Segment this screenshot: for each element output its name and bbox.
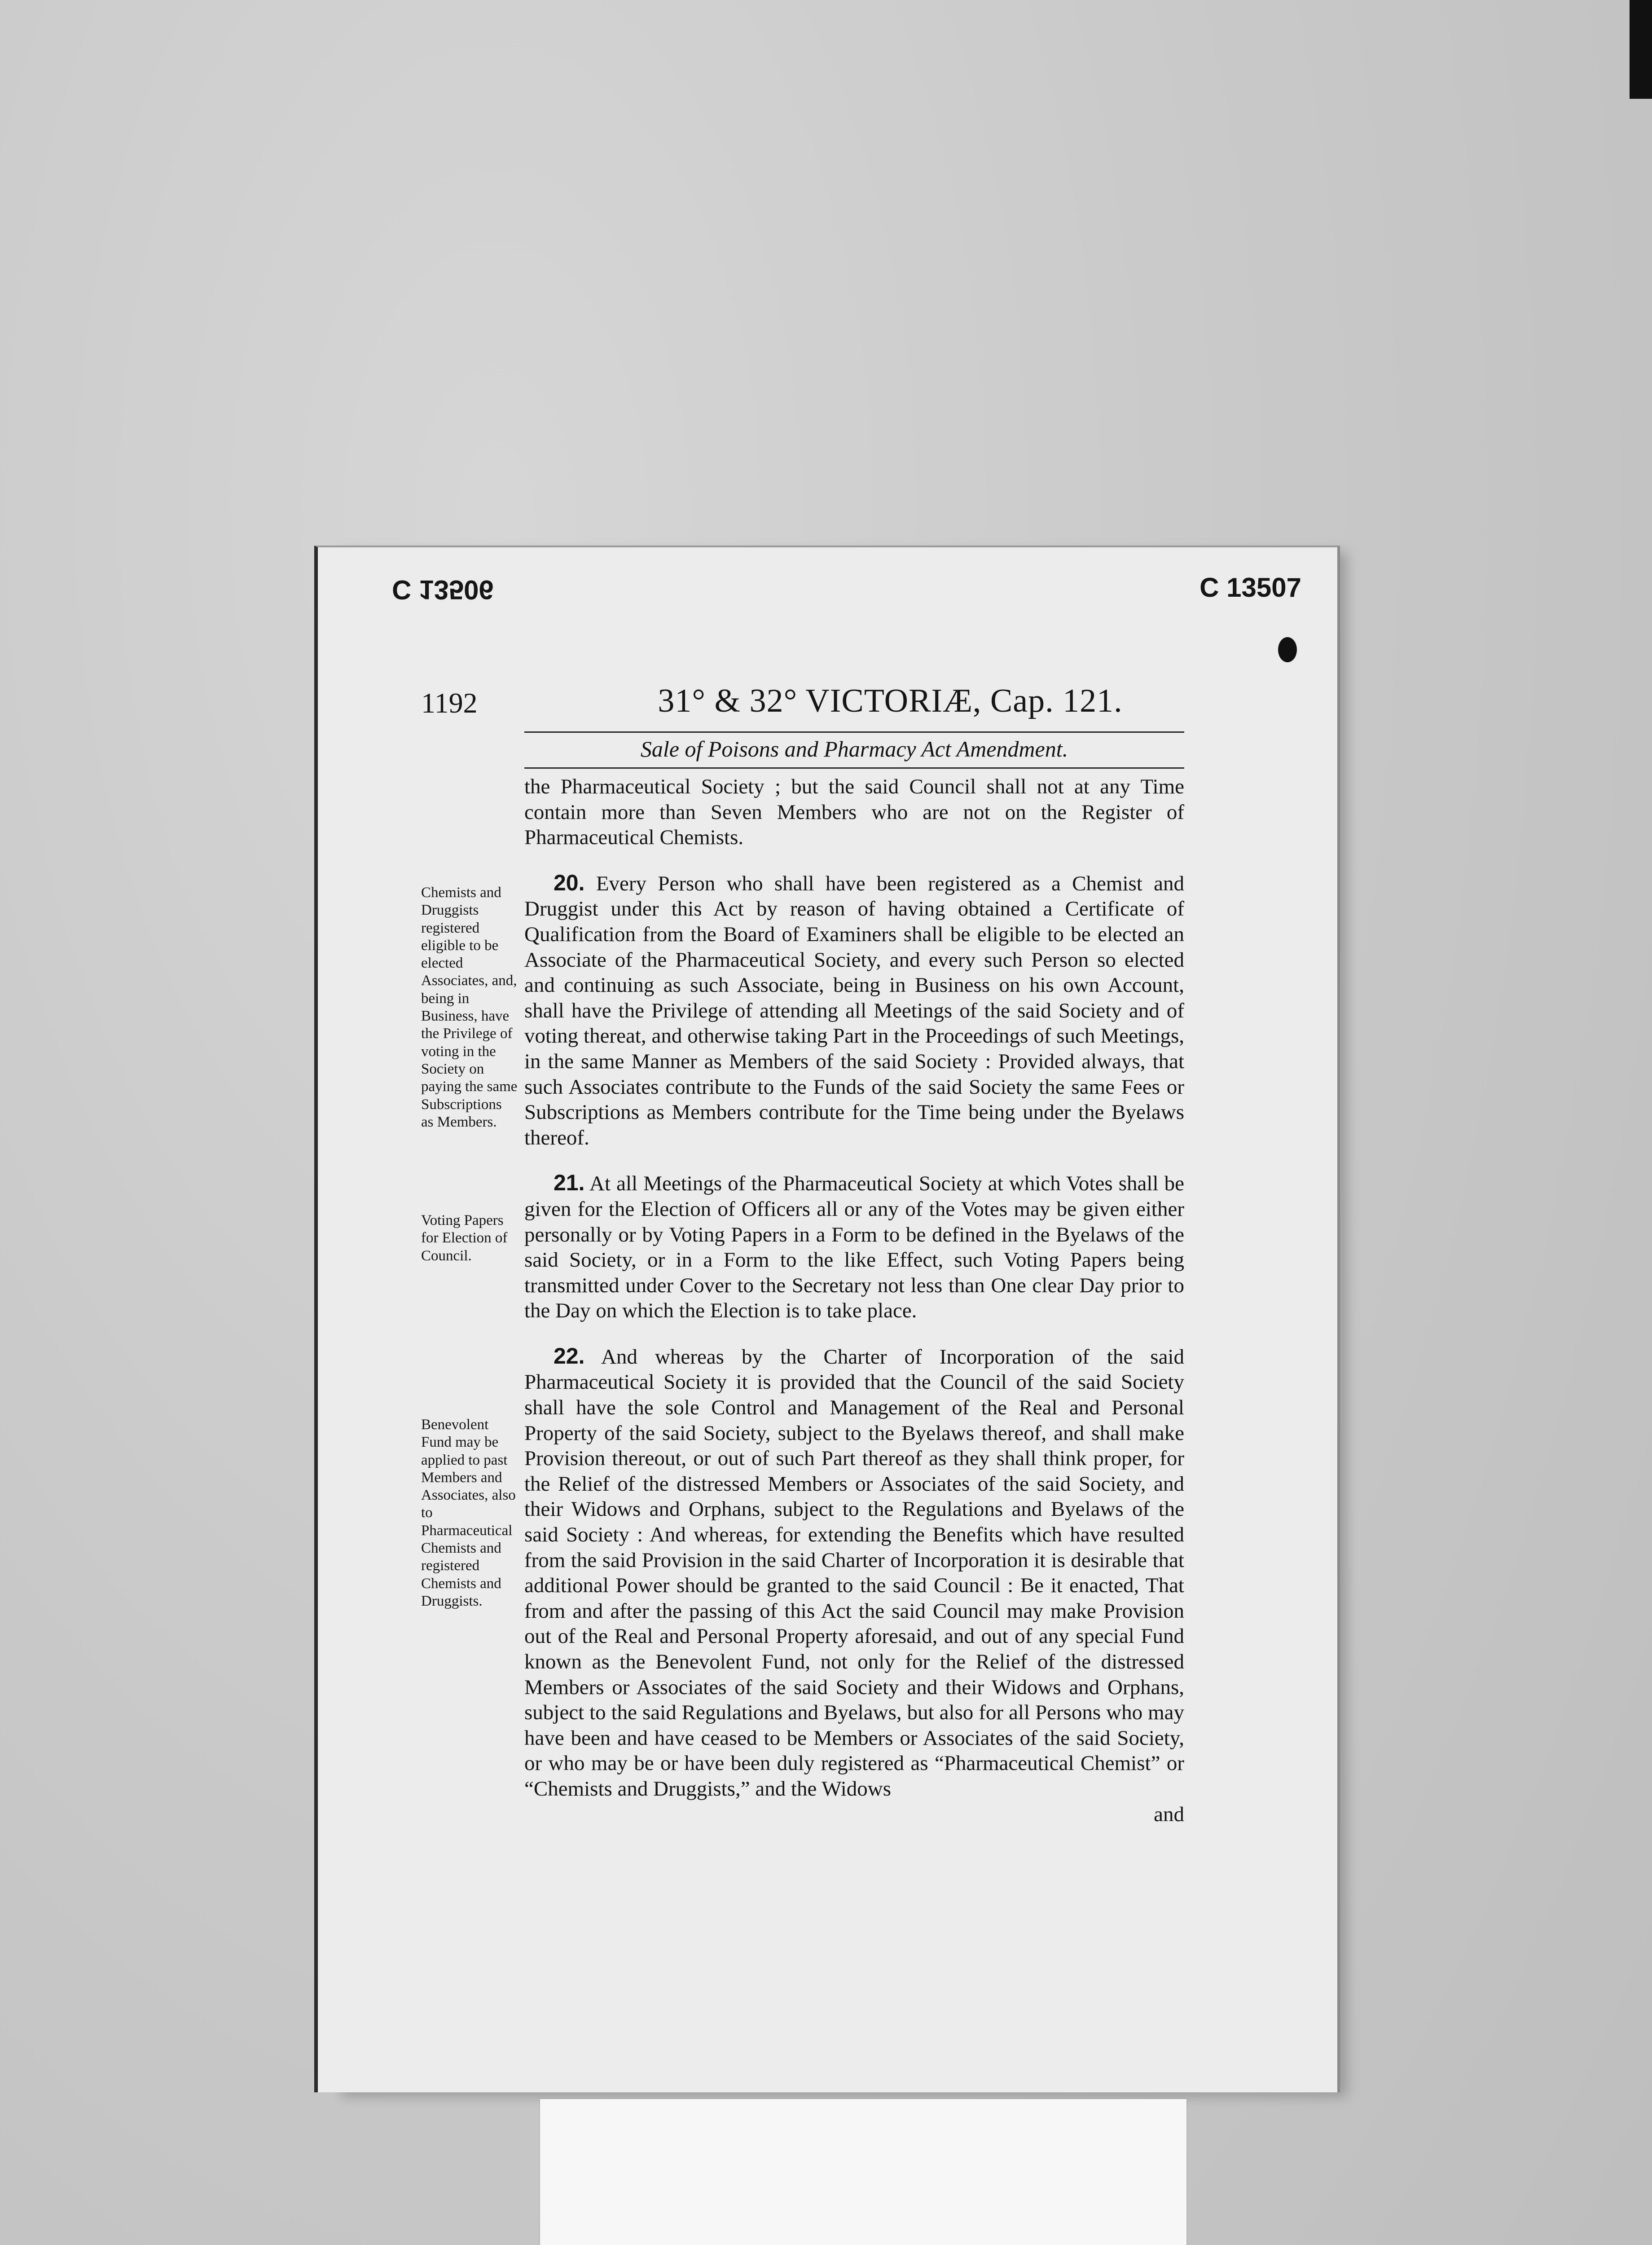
page-number: 1192 (421, 687, 478, 719)
punch-hole (1278, 637, 1297, 662)
margin-note: Chemists and Druggists registered eligible to be elected Associates, and, being in Business, have the Privilege of voting in the Society on paying the same Subscriptions as Members. (421, 885, 518, 1130)
section-text: Every Person who shall have been registered as a Chemist and Druggist under this Act by reason of having obtained a Certificate of Qualification from the Board of Examiners shall be eligible to be elected an Associate of the Pharmaceutical Society, and every such Person so elected and continuing as such Associate, being in Business on his own Account, shall have the Privilege of attending all Meetings of the said Society and of voting thereat, and otherwise taking Part in the Proceedings of such Meetings, in the same Manner as Members of the said Society : Provided always, that such Associates contribute to the Funds of the said Society the same Fees or Subscriptions as Members contribute for the Time being under the Byelaws thereof. (524, 872, 1185, 1149)
section-number: 21. (554, 1170, 585, 1196)
running-title: 31° & 32° VICTORIÆ, Cap. 121. (658, 682, 1123, 719)
section-text: At all Meetings of the Pharmaceutical Society at which Votes shall be given for the Election of Officers all or any of the Votes may be given either personally or by Voting Papers in a Form to be defined in the Byelaws of the said Society, or in a Form to the like Effect, such Voting Papers being transmitted under Cover to the Secretary not less than One clear Day prior to the Day on which the Election is to take place. (524, 1172, 1184, 1323)
body-text (524, 774, 1184, 1827)
section-number: 20. (554, 870, 585, 895)
document-page (314, 546, 1340, 2092)
continuation-paragraph: the Pharmaceutical Society ; but the said Council shall not at any Time contain more than Seven Members who are not on the Register of Pharmaceutical Chemists. (524, 775, 1184, 850)
title-rule-bottom (524, 767, 1184, 769)
archive-label-card (540, 2099, 1186, 2245)
catchword: and (1154, 1802, 1184, 1826)
mirrored-reference-number: C 13506 (392, 575, 494, 605)
running-subtitle: Sale of Poisons and Pharmacy Act Amendment. (640, 736, 1068, 762)
margin-note: Benevolent Fund may be applied to past Members and Associates, also to Pharmaceutical Chemists and registered Chemists and Druggists. (421, 1417, 516, 1609)
section-20 (524, 870, 1184, 1151)
title-rule-top (524, 731, 1184, 733)
reference-number: C 13507 (1199, 572, 1301, 603)
section-number: 22. (554, 1343, 585, 1369)
section-text: And whereas by the Charter of Incorporation of the said Pharmaceutical Society it is provided that the Council of the said Society shall have the sole Control and Management of the Real and Personal Property of the said Society, subject to the Byelaws thereof, and shall make Provision thereout, or out of such Part thereof as they shall think proper, for the Relief of the distressed Members or Associates of the said Society, and their Widows and Orphans, subject to the Regulations and Byelaws of the said Society : And whereas, for extending the Benefits which have resulted from the said Provision in the said Charter of Incorporation it is desirable that additional Power should be granted to the said Council : Be it enacted, That from and after the passing of this Act the said Council may make Provision out of the Real and Personal Property aforesaid, and out of any special Fund known as the Benevolent Fund, not only for the Relief of the distressed Members or Associates of the said Society and their Widows and Orphans, subject to the said Regulations and Byelaws, but also for all Persons who may have been and have ceased to be Members or Associates of the said Society, or who may be or have been duly registered as “Pharmaceutical Chemist” or “Chemists and Druggists,” and the Widows (524, 1345, 1184, 1800)
section-21 (524, 1170, 1184, 1324)
section-22 (524, 1343, 1184, 1802)
margin-note: Voting Papers for Election of Council. (421, 1212, 508, 1264)
film-edge-mark (1630, 0, 1652, 99)
